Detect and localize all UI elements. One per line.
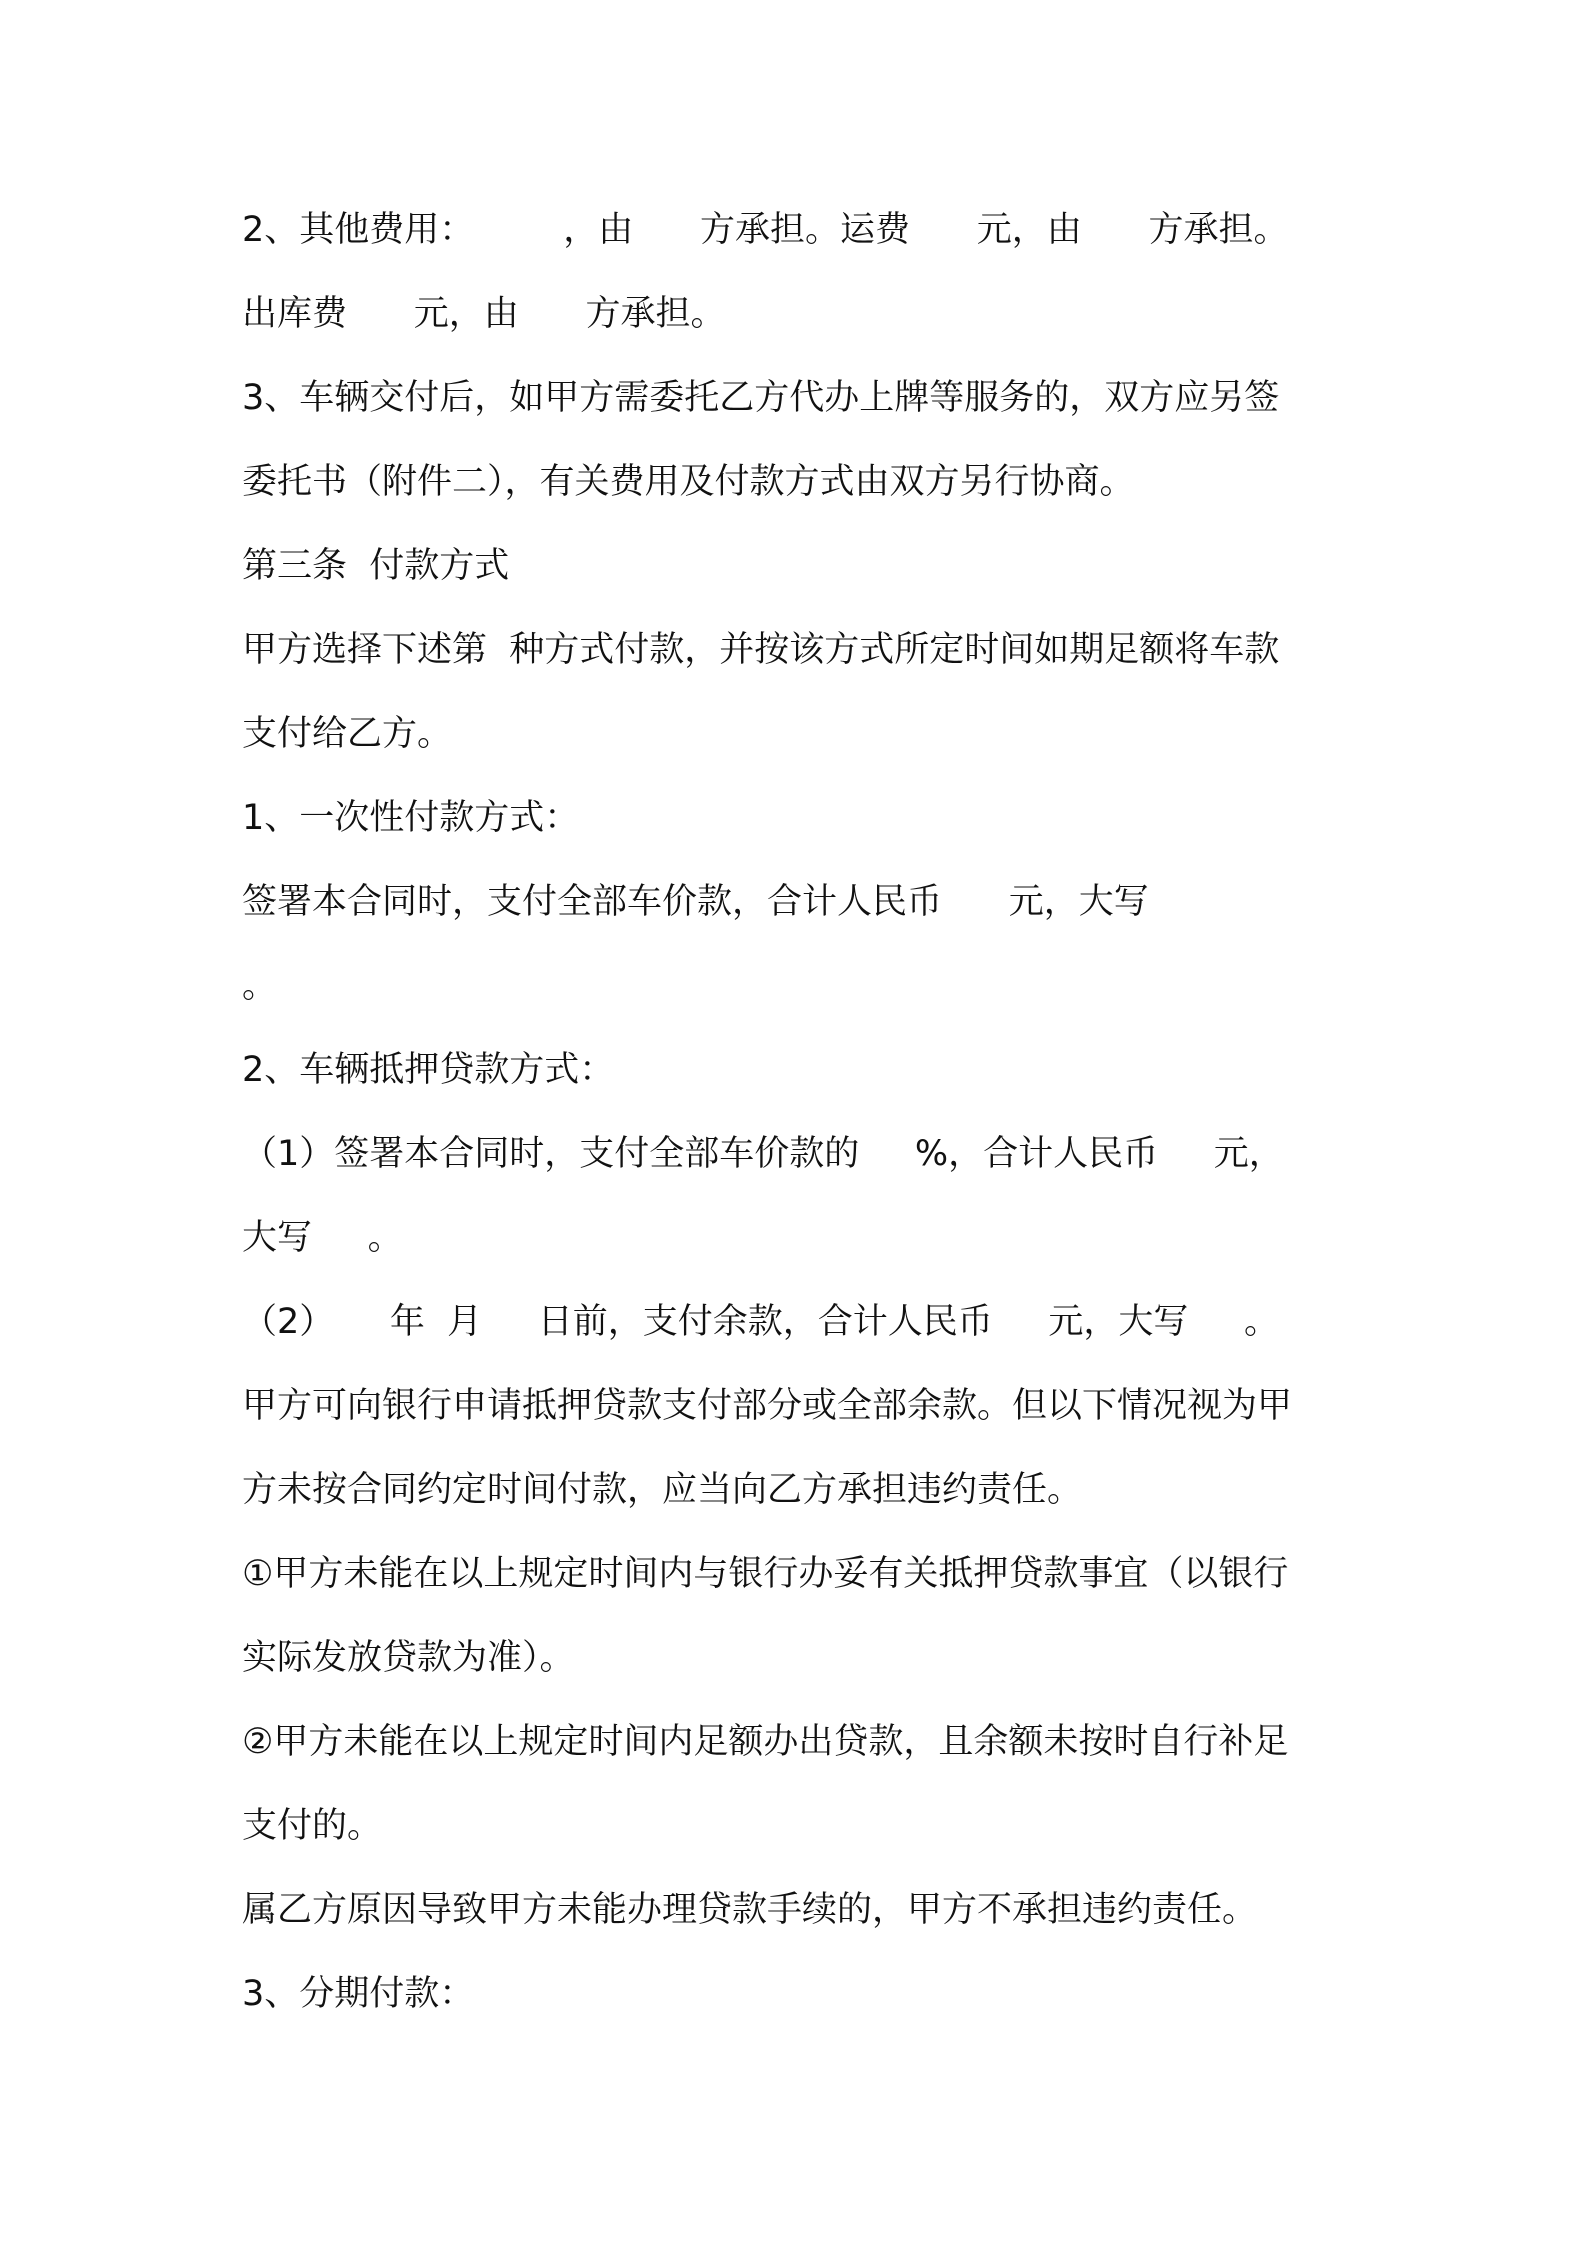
mortgage-item-1: （1）签署本合同时，支付全部车价款的 %，合计人民币 元， bbox=[242, 1134, 1284, 1174]
breach-condition-2-cont: 支付的。 bbox=[242, 1806, 383, 1846]
breach-condition-1-cont: 实际发放贷款为准）。 bbox=[242, 1638, 575, 1678]
bank-loan-line-cont: 方未按合同约定时间付款，应当向乙方承担违约责任。 bbox=[242, 1470, 1083, 1510]
mortgage-loan-heading: 2、车辆抵押贷款方式： bbox=[242, 1050, 615, 1090]
mortgage-item-1-cont: 大写 。 bbox=[242, 1218, 403, 1258]
lump-sum-heading: 1、一次性付款方式： bbox=[242, 798, 580, 838]
party-b-fault-line: 属乙方原因导致甲方未能办理贷款手续的，甲方不承担违约责任。 bbox=[242, 1890, 1258, 1930]
breach-condition-2: ②甲方未能在以上规定时间内足额办出贷款，且余额未按时自行补足 bbox=[242, 1722, 1289, 1762]
warehouse-fee-line: 出库费 元，由 方承担。 bbox=[242, 294, 726, 334]
lump-sum-line-end: 。 bbox=[242, 966, 278, 1006]
other-fees-line: 2、其他费用： ，由 方承担。运费 元，由 方承担。 bbox=[242, 210, 1289, 250]
bank-loan-line: 甲方可向银行申请抵押贷款支付部分或全部余款。但以下情况视为甲 bbox=[242, 1386, 1293, 1426]
section-heading-payment: 第三条 付款方式 bbox=[242, 546, 510, 586]
delivery-service-line: 3、车辆交付后，如甲方需委托乙方代办上牌等服务的，双方应另签 bbox=[242, 378, 1280, 418]
breach-condition-1: ①甲方未能在以上规定时间内与银行办妥有关抵押贷款事宜（以银行 bbox=[242, 1554, 1289, 1594]
lump-sum-line: 签署本合同时，支付全部车价款，合计人民币 元，大写 bbox=[242, 882, 1149, 922]
delivery-service-line-cont: 委托书（附件二），有关费用及付款方式由双方另行协商。 bbox=[242, 462, 1135, 502]
installment-heading: 3、分期付款： bbox=[242, 1974, 475, 2014]
mortgage-item-2: （2） 年 月 日前，支付余款，合计人民币 元，大写 。 bbox=[242, 1302, 1280, 1342]
payment-choice-line: 甲方选择下述第 种方式付款，并按该方式所定时间如期足额将车款 bbox=[242, 630, 1280, 670]
payment-choice-line-cont: 支付给乙方。 bbox=[242, 714, 453, 754]
